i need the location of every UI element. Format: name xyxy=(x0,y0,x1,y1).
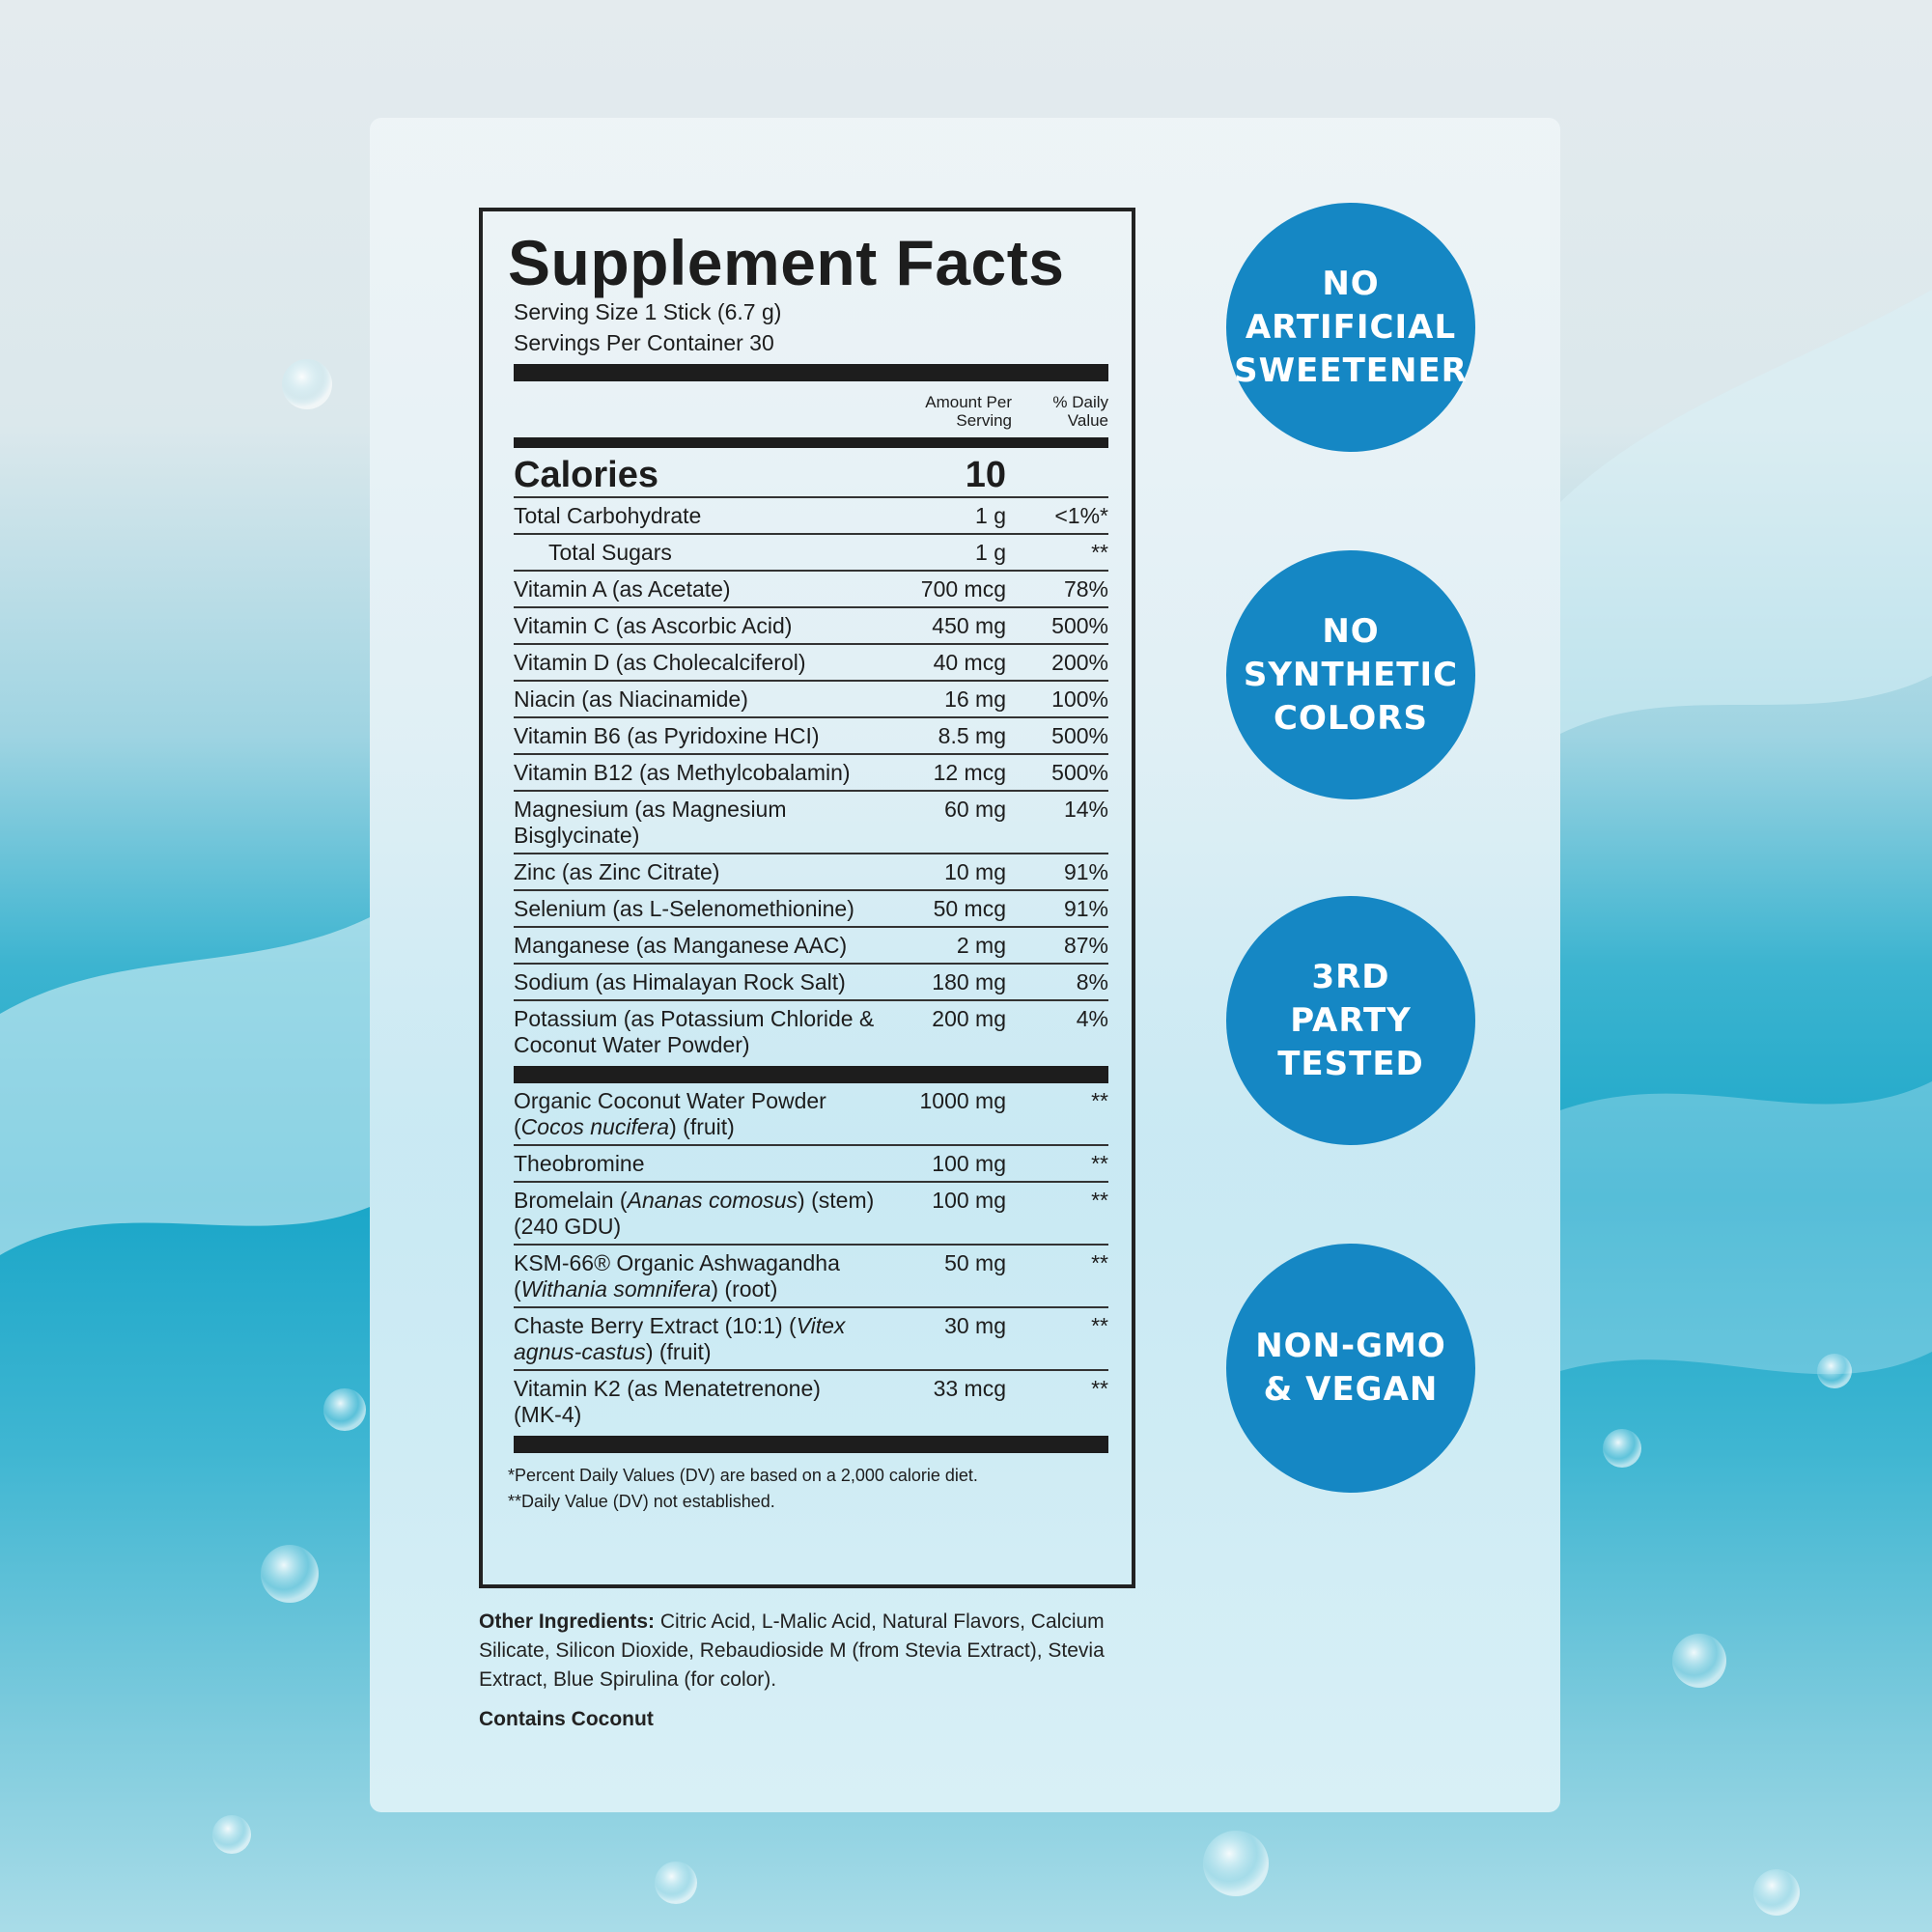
nutrient-dv: 78% xyxy=(1063,576,1108,602)
nutrient-dv: <1%* xyxy=(1054,503,1108,528)
nutrient-row xyxy=(514,928,1108,965)
blend-dv: ** xyxy=(1091,1313,1108,1338)
nutrient-name: Total Carbohydrate xyxy=(514,503,702,528)
nutrient-amount: 450 mg xyxy=(932,613,1006,638)
nutrient-dv: 500% xyxy=(1051,613,1108,638)
nutrient-row xyxy=(514,645,1108,682)
servings-per-container: Servings Per Container 30 xyxy=(514,330,774,355)
nutrient-name: Manganese (as Manganese AAC) xyxy=(514,933,848,958)
nutrient-row xyxy=(514,891,1108,928)
nutrient-amount: 200 mg xyxy=(932,1006,1006,1031)
blend-row xyxy=(514,1308,1108,1371)
latin-name: Cocos nucifera xyxy=(520,1114,670,1139)
nutrient-dv: 14% xyxy=(1063,797,1108,822)
badge-no-artificial-sweetener: NO ARTIFICIAL SWEETENER xyxy=(1226,203,1475,452)
dv-header-line1: % Daily xyxy=(1052,393,1108,411)
nutrient-name: Niacin (as Niacinamide) xyxy=(514,686,748,712)
nutrient-amount: 40 mcg xyxy=(933,650,1006,675)
latin-name: Ananas comosus xyxy=(627,1188,798,1213)
nutrient-amount: 12 mcg xyxy=(933,760,1006,785)
nutrient-name: Zinc (as Zinc Citrate) xyxy=(514,859,720,884)
nutrient-dv: 87% xyxy=(1063,933,1108,958)
nutrient-name: Magnesium (as Magnesium Bisglycinate) xyxy=(514,797,787,848)
nutrient-amount: 700 mcg xyxy=(920,576,1006,602)
nutrient-name: Sodium (as Himalayan Rock Salt) xyxy=(514,969,846,994)
calories-value: 10 xyxy=(965,455,1006,495)
nutrient-name: Selenium (as L-Selenomethionine) xyxy=(514,896,854,921)
nutrient-name: Potassium (as Potassium Chloride & Coconut Water Powder) xyxy=(514,1006,875,1057)
blend-dv: ** xyxy=(1091,1376,1108,1401)
allergen-statement: Contains Coconut xyxy=(479,1708,654,1730)
nutrient-name: Total Sugars xyxy=(548,540,672,565)
nutrient-row xyxy=(514,755,1108,792)
nutrient-row xyxy=(514,1001,1108,1062)
nutrient-amount: 16 mg xyxy=(944,686,1006,712)
nutrient-row xyxy=(514,854,1108,891)
badge-non-gmo-vegan: NON-GMO & VEGAN xyxy=(1226,1244,1475,1493)
blend-amount: 30 mg xyxy=(944,1313,1006,1338)
nutrient-name: Vitamin D (as Cholecalciferol) xyxy=(514,650,806,675)
divider-thick xyxy=(514,364,1108,381)
nutrient-amount: 60 mg xyxy=(944,797,1006,822)
serving-size: Serving Size 1 Stick (6.7 g) xyxy=(514,299,782,324)
nutrient-name: Vitamin C (as Ascorbic Acid) xyxy=(514,613,793,638)
blend-row xyxy=(514,1183,1108,1246)
other-ingredients-text: Citric Acid, L-Malic Acid, Natural Flavors, Calcium Silicate, Silicon Dioxide, Rebaudioside M (from Stevia Extract), Stevia Extract, Blue Spirulina (for color). xyxy=(479,1610,1105,1691)
blend-list xyxy=(508,1083,1108,1432)
nutrient-name: Vitamin B12 (as Methylcobalamin) xyxy=(514,760,851,785)
blend-name: KSM-66® Organic Ashwagandha (Withania somnifera) (root) xyxy=(514,1250,840,1302)
latin-name: Vitex agnus-castus xyxy=(514,1313,846,1364)
footnote-not-established: **Daily Value (DV) not established. xyxy=(508,1492,775,1511)
blend-dv: ** xyxy=(1091,1188,1108,1213)
blend-name: Organic Coconut Water Powder (Cocos nucifera) (fruit) xyxy=(514,1088,826,1139)
nutrient-dv: 500% xyxy=(1051,723,1108,748)
blend-amount: 1000 mg xyxy=(919,1088,1006,1113)
blend-amount: 33 mcg xyxy=(933,1376,1006,1401)
blend-dv: ** xyxy=(1091,1151,1108,1176)
amount-header-line2: Serving xyxy=(956,411,1012,430)
nutrient-amount: 10 mg xyxy=(944,859,1006,884)
nutrient-list xyxy=(508,498,1108,1062)
blend-name: Bromelain (Ananas comosus) (stem) (240 GDU) xyxy=(514,1188,875,1239)
blend-name: Vitamin K2 (as Menatetrenone) (MK-4) xyxy=(514,1376,821,1427)
blend-name: Theobromine xyxy=(514,1151,645,1176)
nutrient-row xyxy=(514,535,1108,572)
nutrient-dv: ** xyxy=(1091,540,1108,565)
other-ingredients xyxy=(479,1608,1135,1694)
nutrient-name: Vitamin B6 (as Pyridoxine HCI) xyxy=(514,723,820,748)
nutrient-row xyxy=(514,498,1108,535)
facts-title: Supplement Facts xyxy=(508,227,1065,298)
nutrient-row xyxy=(514,718,1108,755)
divider-thick xyxy=(514,1066,1108,1083)
supplement-card xyxy=(370,118,1560,1812)
nutrient-amount: 2 mg xyxy=(956,933,1006,958)
nutrient-dv: 8% xyxy=(1076,969,1108,994)
blend-amount: 50 mg xyxy=(944,1250,1006,1275)
nutrient-row xyxy=(514,682,1108,718)
nutrient-row xyxy=(514,572,1108,608)
calories-label: Calories xyxy=(514,455,658,495)
nutrient-dv: 500% xyxy=(1051,760,1108,785)
blend-amount: 100 mg xyxy=(932,1151,1006,1176)
badge-third-party-tested: 3RD PARTY TESTED xyxy=(1226,896,1475,1145)
column-header xyxy=(508,381,1108,437)
blend-row xyxy=(514,1146,1108,1183)
nutrient-amount: 50 mcg xyxy=(933,896,1006,921)
latin-name: Withania somnifera xyxy=(520,1276,712,1302)
nutrient-row xyxy=(514,608,1108,645)
other-ingredients-label: Other Ingredients: xyxy=(479,1610,656,1633)
divider-mid xyxy=(514,437,1108,448)
nutrient-dv: 91% xyxy=(1063,896,1108,921)
nutrient-dv: 4% xyxy=(1076,1006,1108,1031)
nutrient-amount: 180 mg xyxy=(932,969,1006,994)
divider-thick xyxy=(514,1436,1108,1453)
nutrient-dv: 91% xyxy=(1063,859,1108,884)
blend-dv: ** xyxy=(1091,1250,1108,1275)
calories-row xyxy=(514,448,1108,498)
nutrient-amount: 8.5 mg xyxy=(938,723,1006,748)
blend-row xyxy=(514,1083,1108,1146)
blend-dv: ** xyxy=(1091,1088,1108,1113)
badge-no-synthetic-colors: NO SYNTHETIC COLORS xyxy=(1226,550,1475,799)
supplement-facts-panel xyxy=(479,208,1135,1588)
blend-row xyxy=(514,1371,1108,1432)
blend-name: Chaste Berry Extract (10:1) (Vitex agnus-castus) (fruit) xyxy=(514,1313,846,1364)
blend-amount: 100 mg xyxy=(932,1188,1006,1213)
dv-header-line2: Value xyxy=(1067,411,1108,430)
nutrient-dv: 200% xyxy=(1051,650,1108,675)
nutrient-row xyxy=(514,792,1108,854)
footnote-dv: *Percent Daily Values (DV) are based on a 2,000 calorie diet. xyxy=(508,1466,978,1485)
blend-row xyxy=(514,1246,1108,1308)
amount-header-line1: Amount Per xyxy=(925,393,1012,411)
nutrient-amount: 1 g xyxy=(975,503,1006,528)
nutrient-row xyxy=(514,965,1108,1001)
nutrient-dv: 100% xyxy=(1051,686,1108,712)
nutrient-amount: 1 g xyxy=(975,540,1006,565)
nutrient-name: Vitamin A (as Acetate) xyxy=(514,576,731,602)
